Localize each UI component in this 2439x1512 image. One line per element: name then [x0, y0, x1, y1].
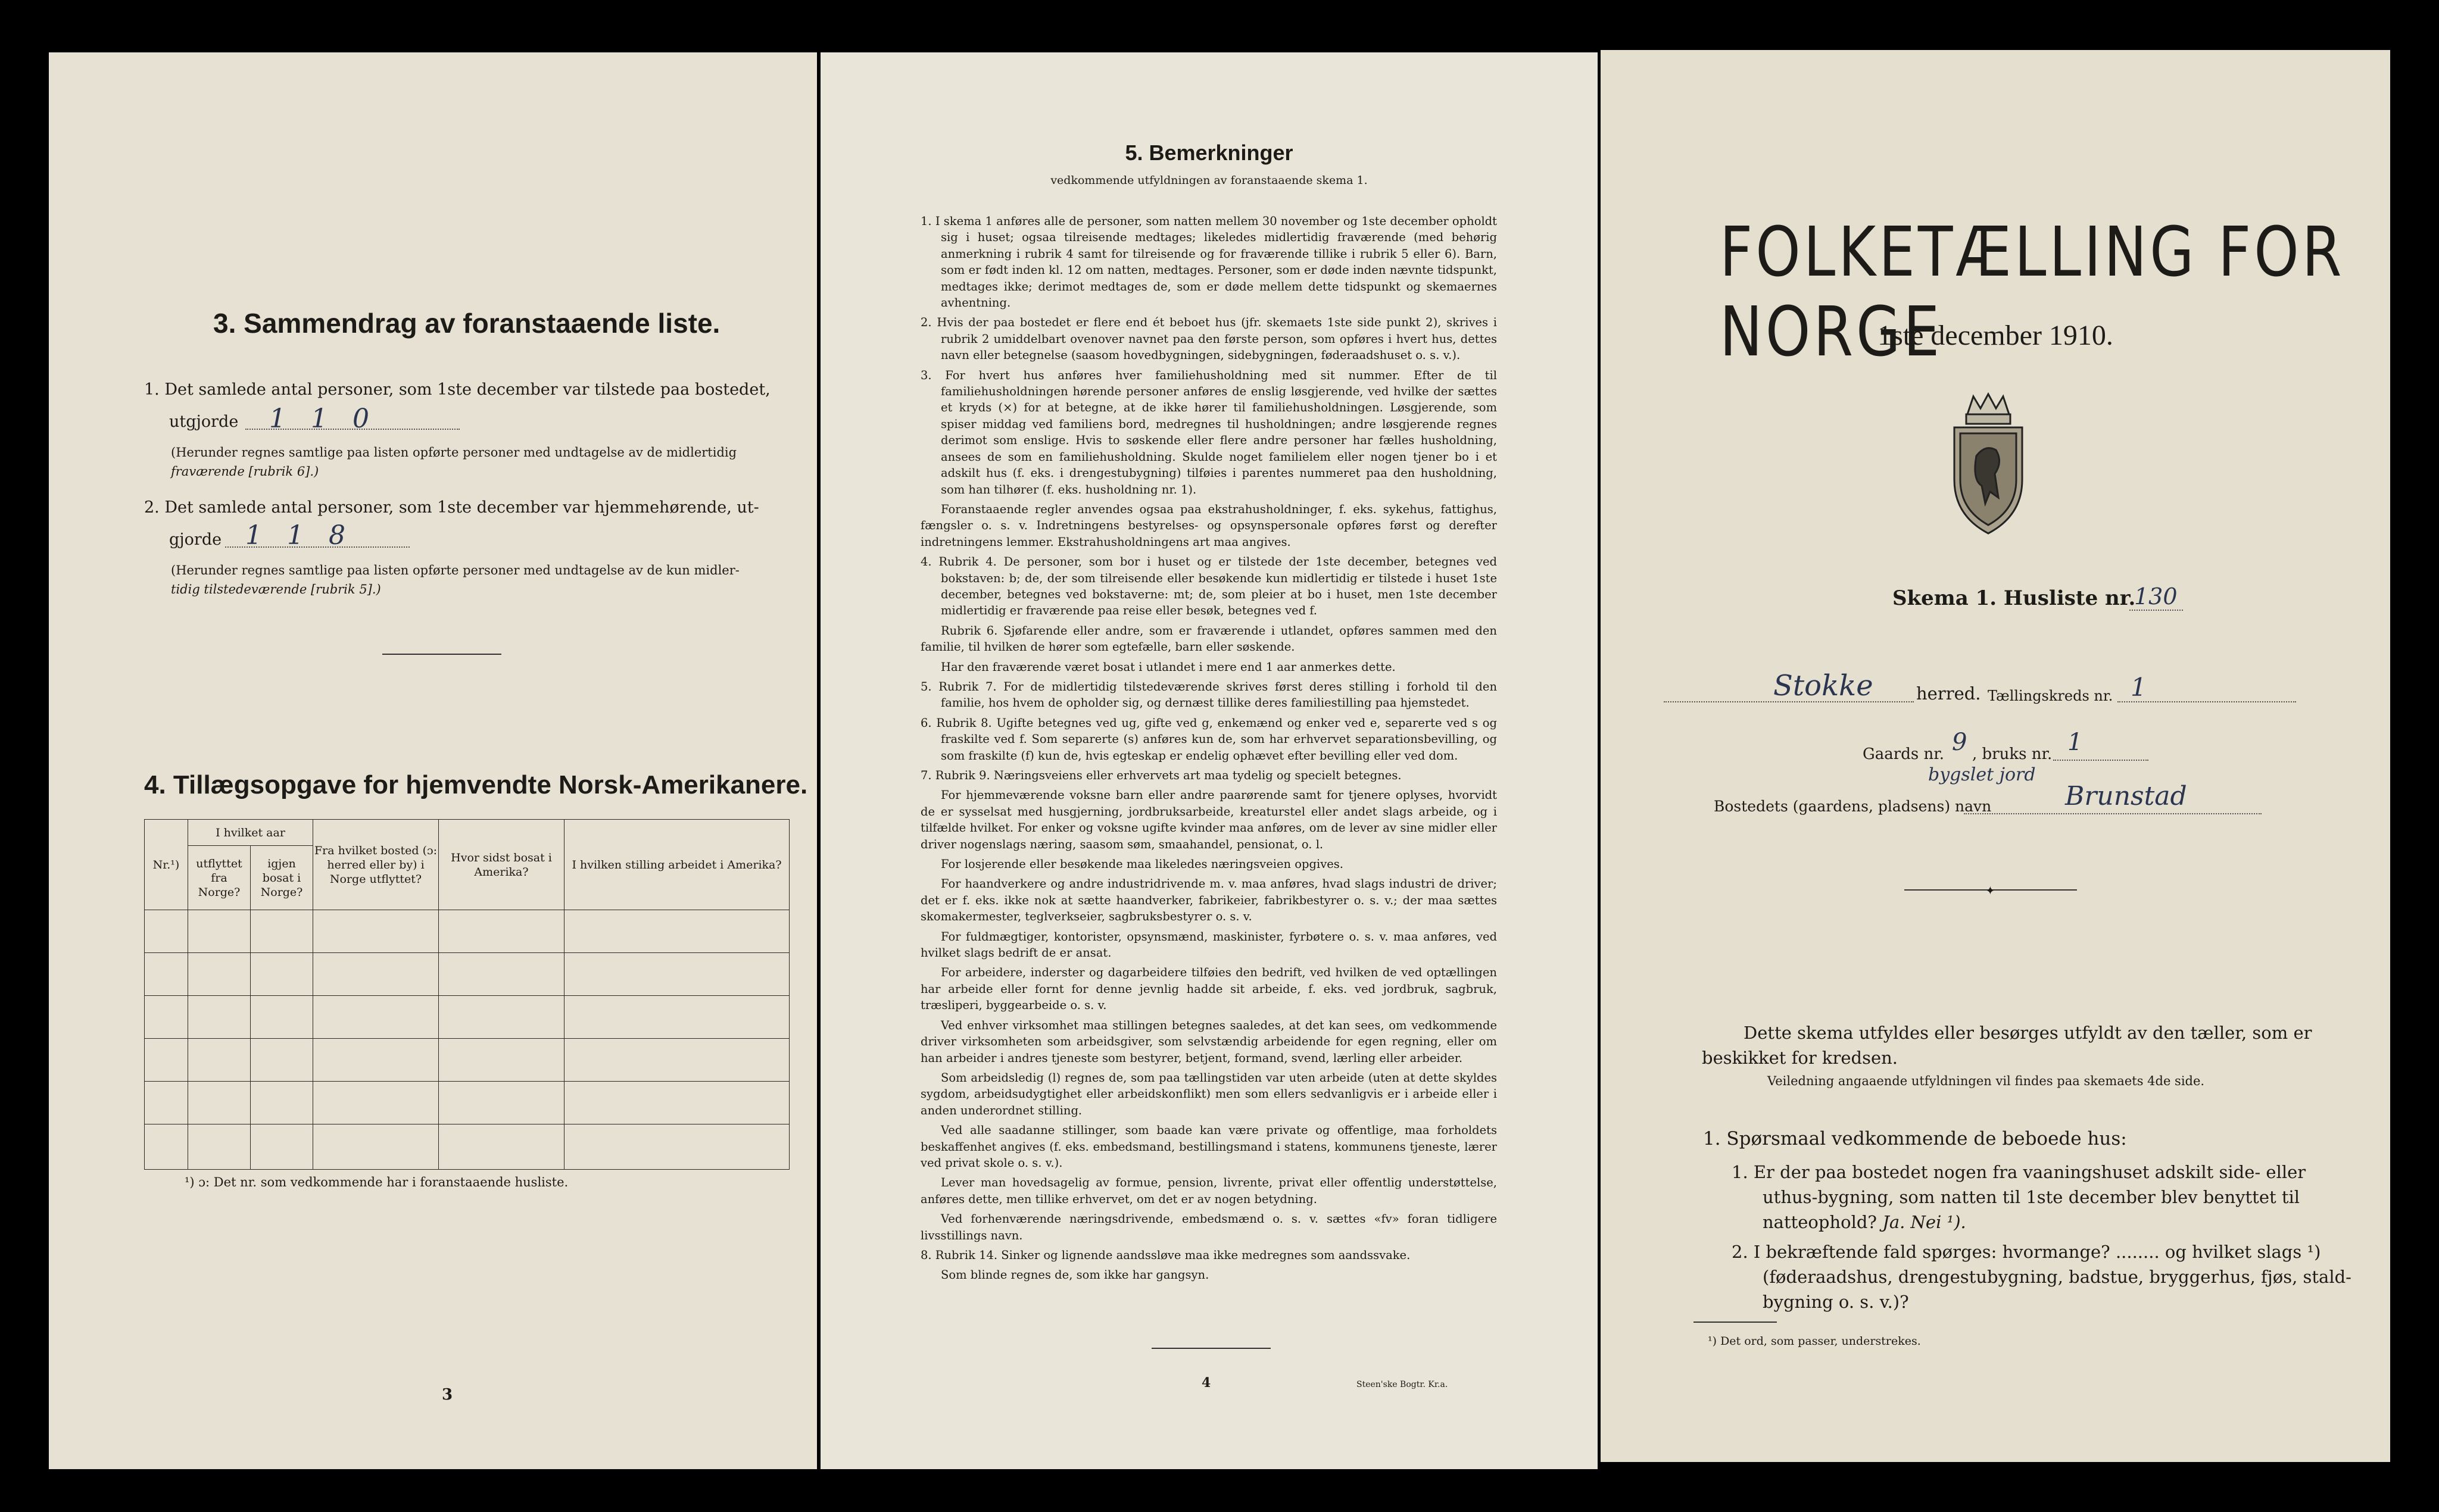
document-title: FOLKETÆLLING FOR NORGE: [1720, 212, 2345, 372]
summary-item-1: 1. Det samlede antal personer, som 1ste december var tilstede paa bostedet,: [144, 380, 771, 399]
remark-paragraph: Lever man hovedsagelig av formue, pension, livrente, privat eller offentlig understøttelse, anføres dette, men tillike erhvervet, om det er av nogen betydning.: [921, 1176, 1497, 1206]
printer-mark: Steen'ske Bogtr. Kr.a.: [1356, 1380, 1448, 1389]
coat-of-arms-icon: [1944, 391, 2033, 539]
bruks-label: , bruks nr.: [1972, 745, 2053, 763]
table-footnote: ¹) ɔ: Det nr. som vedkommende har i foranstaaende husliste.: [185, 1175, 569, 1189]
col-utflyttet: utflyttet fra Norge?: [188, 846, 251, 910]
bemerkninger-subheading: vedkommende utfyldningen av foranstaaende skema 1.: [1050, 174, 1368, 187]
herred-value: Stokke: [1773, 669, 1873, 702]
husliste-number: 130: [2134, 583, 2178, 610]
remark-paragraph: 4. Rubrik 4. De personer, som bor i huset og er tilstede der 1ste december, betegnes ved bokstaven: b; de, der som tilreisende eller besøkende kun midlertidig er tilstede i huset 1ste december, betegnes ved bokstaverne: mt; de, som pleier at bo i huset, men 1ste december midlertidig er fraværende paa reise eller besøk, betegnes ved f.: [921, 555, 1497, 618]
gaards-value: 9: [1952, 729, 1967, 756]
summary-item-2-note: (Herunder regnes samtlige paa listen opførte personer med undtagelse av de kun midler- tidig tilstedeværende [rubrik 5].): [171, 563, 740, 596]
page-number: 4: [1202, 1375, 1211, 1391]
remark-paragraph: 6. Rubrik 8. Ugifte betegnes ved ug, gifte ved g, enkemænd og enker ved e, separerte ved s og fraskilte ved f. Som separerte (s) anføres kun de, som har erhvervet separationsbevilling, og som fraskilte (f) kun de, hvis egteskap er endelig ophævet efter bevilling eller ved dom.: [921, 716, 1497, 763]
skema-label: Skema 1. Husliste nr.: [1892, 586, 2136, 610]
remark-paragraph: Ved alle saadanne stillinger, som baade kan være private og offentlige, maa forholdets beskaffenhet angives (f. eks. embedsmand, bestillingsmand i statens, kommunens tjeneste, lærer ved privat skole o. s. v.).: [921, 1123, 1497, 1170]
page-number: 3: [442, 1386, 453, 1404]
remark-paragraph: 2. Hvis der paa bostedet er flere end ét beboet hus (jfr. skemaets 1ste side punkt 2), skrives i rubrik 2 umiddelbart ovenover navnet paa den første person, som opføres i hvert hus, dettes navn eller betegnelse (saasom hovedbygningen, sidebygningen, føderaadshuset o. s. v.).: [921, 315, 1497, 363]
bosted-value: Brunstad: [2065, 781, 2187, 811]
summary-item-2-value: 1 1 8: [245, 520, 354, 551]
remark-paragraph: 8. Rubrik 14. Sinker og lignende aandssløve maa ikke medregnes som aandssvake.: [921, 1248, 1411, 1262]
page-3: [49, 52, 817, 1469]
bruks-value: 1: [2067, 729, 2083, 756]
bygslet-note: bygslet jord: [1928, 764, 2036, 785]
remark-paragraph: Som arbeidsledig (l) regnes de, som paa tællingstiden var uten arbeide (uten at dette skyldes sygdom, arbeidsudygtighet eller arbeidskonflikt) men som ellers sedvanligvis er i arbeide eller i anden underordnet stilling.: [921, 1070, 1497, 1117]
summary-item-1-value: 1 1 0: [269, 404, 378, 434]
cover-footnote: ¹) Det ord, som passer, understrekes.: [1708, 1335, 1921, 1348]
col-nr: Nr.¹): [145, 820, 188, 910]
remark-paragraph: Som blinde regnes de, som ikke har gangsyn.: [941, 1268, 1209, 1282]
remark-paragraph: 7. Rubrik 9. Næringsveiens eller erhvervets art maa tydelig og specielt betegnes.: [921, 769, 1402, 782]
col-igjen-bosat: igjen bosat i Norge?: [251, 846, 313, 910]
table-row: [145, 953, 790, 996]
question-heading: 1. Spørsmaal vedkommende de beboede hus:: [1703, 1128, 2127, 1149]
col-stilling: I hvilken stilling arbeidet i Amerika?: [564, 820, 790, 910]
table-row: [145, 996, 790, 1039]
remark-paragraph: Rubrik 6. Sjøfarende eller andre, som er fraværende i utlandet, opføres sammen med den familie, til hvilken de hører som egtefælle, barn eller søskende.: [921, 623, 1497, 654]
bemerkninger-heading: 5. Bemerkninger: [1125, 140, 1293, 165]
section-3-heading: 3. Sammendrag av foranstaaende liste.: [213, 308, 721, 339]
divider: [1152, 1348, 1271, 1349]
remark-paragraph: Har den fraværende været bosat i utlandet i mere end 1 aar anmerkes dette.: [941, 660, 1396, 674]
bruks-line: [2053, 760, 2148, 761]
divider: [1693, 1322, 1777, 1323]
page-4: [821, 52, 1598, 1469]
remark-paragraph: For fuldmægtiger, kontorister, opsynsmænd, maskinister, fyrbøtere o. s. v. maa anføres, ved hvilket slags bedrift de er ansat.: [921, 929, 1497, 960]
norsk-amerikanere-table: [144, 819, 790, 1170]
bemerkninger-body: [921, 213, 1497, 1287]
table-row: [145, 910, 790, 953]
bosted-line: [1964, 813, 2262, 814]
summary-item-2-label: gjorde: [169, 530, 222, 549]
summary-item-2: 2. Det samlede antal personer, som 1ste december var hjemmehørende, ut-: [144, 498, 759, 517]
remark-paragraph: 5. Rubrik 7. For de midlertidig tilstedeværende skrives først deres stilling i forhold til den familie, hos hvem de opholder sig, og dernæst tillike deres familiestilling paa hjemstedet.: [921, 679, 1497, 710]
intro-text: Dette skema utfyldes eller besørges utfyldt av den tæller, som er beskikket for kredsen.: [1702, 1023, 2312, 1068]
question-2: 2. I bekræftende fald spørges: hvormange? ........ og hvilket slags ¹) (føderaadshus, drengestubygning, badstue, bryggerhus, fjøs, stald- bygning o. s. v.)?: [1732, 1242, 2351, 1312]
remark-paragraph: Foranstaaende regler anvendes ogsaa paa ekstrahusholdninger, f. eks. sykehus, fattighus, fængsler o. s. v. Indretningens bestyrelses- og opsynspersonale opføres først og derefter indretningens lemmer. Ekstrahusholdningens art maa angives.: [921, 502, 1497, 549]
summary-item-1-label: utgjorde: [169, 413, 239, 431]
kreds-label: Tællingskreds nr.: [1988, 688, 2113, 704]
husliste-line: [2129, 610, 2183, 611]
col-fra-bosted: Fra hvilket bosted (ɔ: herred eller by) i Norge utflyttet?: [313, 820, 439, 910]
table-row: [145, 1124, 790, 1170]
census-date: 1ste december 1910.: [1877, 320, 2113, 351]
col-group-aar: I hvilket aar: [188, 820, 313, 846]
page-1-cover: [1601, 50, 2390, 1462]
gaards-label: Gaards nr.: [1863, 745, 1945, 763]
divider: [382, 654, 501, 655]
remark-paragraph: For arbeidere, inderster og dagarbeidere tilføies den bedrift, ved hvilken de ved optællingen har arbeide eller fornt for denne jevnlig hadde sit arbeide, f. eks. ved jordbruk, sagbruk, træsliperi, byggearbeide o. s. v.: [921, 966, 1497, 1013]
table-row: [145, 1082, 790, 1124]
remark-paragraph: Ved enhver virksomhet maa stillingen betegnes saaledes, at det kan sees, om vedkommende driver virksomheten som arbeidsgiver, som selvstændig arbeidende for egen regning, eller om han arbeider i andres tjeneste som bestyrer, betjent, formand, svend, lærling eller arbeider.: [921, 1018, 1497, 1065]
kreds-value: 1: [2131, 673, 2147, 702]
remark-paragraph: For hjemmeværende voksne barn eller andre paarørende samt for tjenere oplyses, hvorvidt de er sysselsat med husgjerning, jordbruksarbeide, kreaturstel eller andet slags arbeide, og i tilfælde hvilket. For enker og voksne ugifte kvinder maa anføres, om de lever av sine midler eller driver nogenslags næring, saasom søm, smaahandel, pensionat, o. l.: [921, 788, 1497, 851]
herred-label: herred.: [1916, 683, 1981, 704]
ornament-icon: ✦: [1985, 883, 1995, 898]
col-hvor-bosat: Hvor sidst bosat i Amerika?: [439, 820, 564, 910]
section-4-heading: 4. Tillægsopgave for hjemvendte Norsk-Amerikanere.: [144, 770, 808, 799]
remark-paragraph: 1. I skema 1 anføres alle de personer, som natten mellem 30 november og 1ste december opholdt sig i huset; ogsaa tilreisende medtages; likeledes midlertidig fraværende (med behørig anmerkning i rubrik 4 samt for tilreisende og for fraværende tillike i rubrik 5 eller 6). Barn, som er født inden kl. 12 om natten, medtages. Personer, som er døde inden nævnte tidspunkt, medtages ikke; derimot medtages de, som er døde mellem dette tidspunkt og skemaernes avhentning.: [921, 214, 1497, 310]
remark-paragraph: For losjerende eller besøkende maa likeledes næringsveien opgives.: [941, 857, 1343, 871]
q1-answer: Ja. Nei ¹).: [1882, 1212, 1966, 1232]
summary-item-1-note: (Herunder regnes samtlige paa listen opførte personer med undtagelse av de midlertidig fraværende [rubrik 6].): [171, 445, 737, 479]
remark-paragraph: For haandverkere og andre industridrivende m. v. maa anføres, hvad slags industri de driver; det er f. eks. ikke nok at sætte haandverker, fabrikeier, fabrikbestyrer o. s. v.; der maa sættes skomakermester, teglverkseier, sagbruksbestyrer o. s. v.: [921, 877, 1497, 924]
veiledning-note: Veiledning angaaende utfyldningen vil findes paa skemaets 4de side.: [1767, 1074, 2205, 1088]
remark-paragraph: Ved forhenværende næringsdrivende, embedsmænd o. s. v. sættes «fv» foran tidligere livsstillings navn.: [921, 1212, 1497, 1242]
table-row: [145, 1039, 790, 1082]
question-1: 1. Er der paa bostedet nogen fra vaaningshuset adskilt side- eller uthus-bygning, som natten til 1ste december blev benyttet til natteophold? Ja. Nei ¹).: [1732, 1162, 2306, 1232]
bosted-label: Bostedets (gaardens, pladsens) navn: [1714, 798, 1992, 815]
remark-paragraph: 3. For hvert hus anføres hver familiehusholdning med sit nummer. Efter de til familiehusholdningen hørende personer anføres de enslig løsgjerende, ved hvilke der sættes et kryds (×) for at betegne, at de ikke hører til familiehusholdningen. Løsgjerende, som spiser middag ved familiens bord, medregnes til husholdningen; andre løsgjerende regnes derimot som enslige. Hvis to søskende eller flere andre personer har fælles husholdning, ansees de som en familiehusholdning. Skulde noget familielem eller nogen tjener bo i et adskilt hus (f. eks. i drengestubygning) tilføies i parentes nummeret paa den husholdning, som han tilhører (f. eks. husholdning nr. 1).: [921, 368, 1497, 496]
